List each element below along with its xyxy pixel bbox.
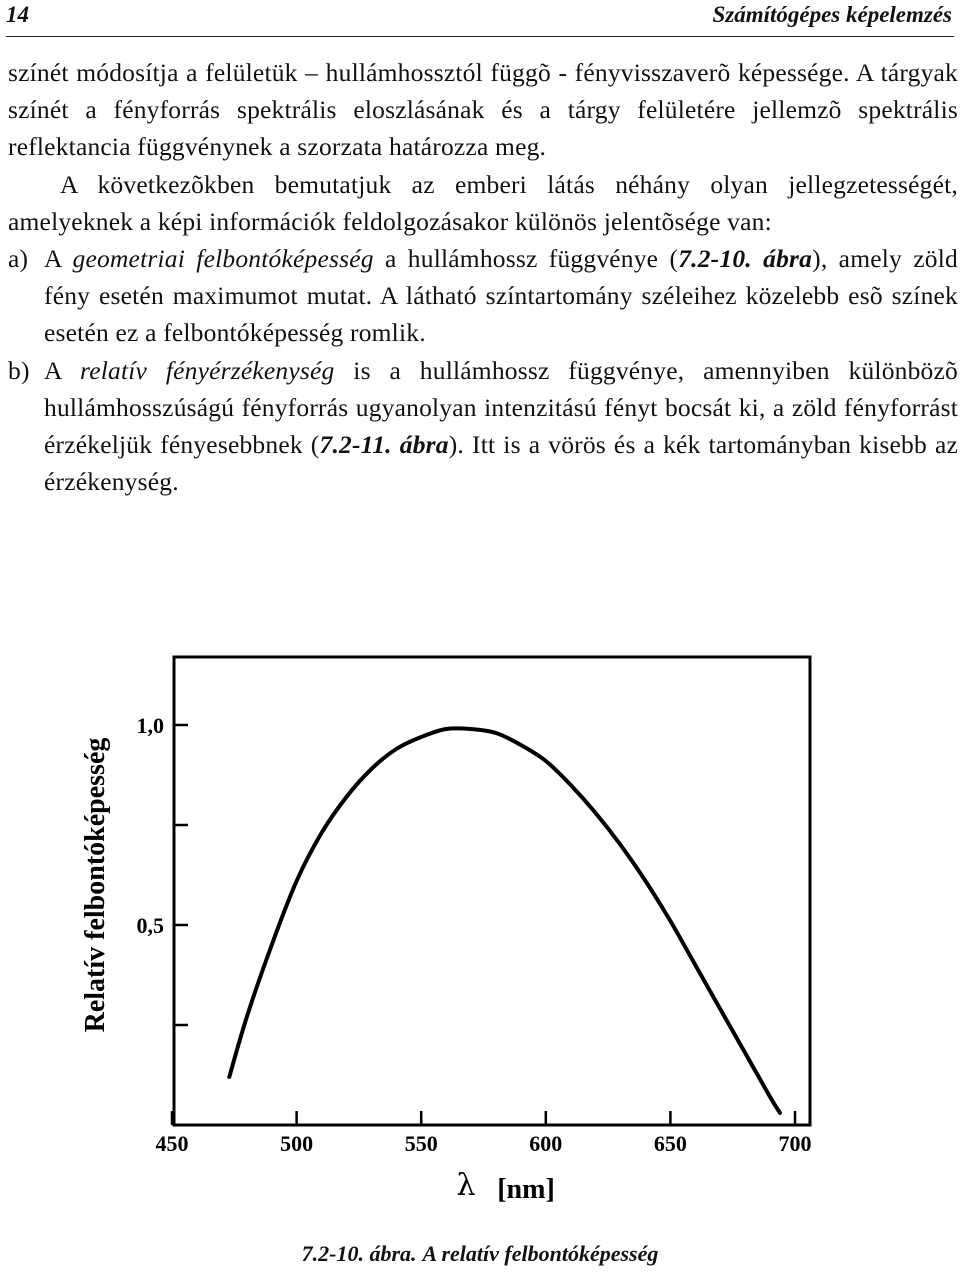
paragraph-2: A következõkben bemutatjuk az emberi látás néhány olyan jellegzetességét, amelyeknek a képi információk feldolgozásakor különös jelentõsége van: (8, 169, 958, 236)
y-tick-label: 0,5 (136, 913, 164, 938)
body-text (8, 54, 958, 500)
item-b-term: relatív fényérzékenység (80, 355, 335, 385)
x-axis-ticks (156, 1111, 812, 1156)
item-b-figure-ref: 7.2-11. ábra (319, 430, 449, 460)
list-item-b (8, 352, 958, 501)
running-title: Számítógépes képelemzés (712, 2, 952, 27)
item-b-text-1: A (44, 355, 81, 385)
x-tick-label: 700 (778, 1131, 812, 1156)
y-axis-label: Relatív felbontóképesség (80, 737, 111, 1033)
figure-caption (0, 1241, 960, 1267)
item-b-text-2: is a hullámhossz függvénye, amennyiben különbözõ hullámhosszúságú fényforrás ugyanolyan intenzitású fényt bocsát ki, a zöld fényforrást érzékeljük fényesebbnek ( (44, 355, 958, 460)
item-a-text-1: A (44, 244, 73, 274)
x-tick-label: 450 (155, 1131, 189, 1156)
x-tick-label: 600 (529, 1131, 563, 1156)
y-tick-label: 1,0 (136, 713, 164, 738)
resolution-chart (0, 640, 960, 1240)
chart-frame (174, 657, 810, 1125)
list-marker-b: b) (8, 355, 30, 385)
paragraph-1: színét módosítja a felületük – hullámhossztól függõ - fényvisszaverõ képessége. A tárgyak színét a fényforrás spektrális eloszlásának és a tárgy felületére jellemzõ spektrális reflektancia függvénynek a szorzata határozza meg. (8, 58, 958, 162)
page-header (6, 0, 954, 37)
x-axis-label-symbol: λ (456, 1168, 476, 1203)
page-number: 14 (6, 2, 29, 27)
x-axis-label-unit: [nm] (497, 1174, 555, 1205)
item-a-term: geometriai felbontóképesség (72, 244, 374, 274)
y-axis-ticks (137, 713, 189, 1025)
x-tick-label: 550 (404, 1131, 438, 1156)
item-b-text-3: ). Itt is a vörös és a kék tartományban kisebb az érzékenység. (44, 430, 958, 497)
caption-title: A relatív felbontóképesség (422, 1241, 659, 1266)
x-tick-label: 500 (280, 1131, 314, 1156)
x-tick-label: 650 (653, 1131, 687, 1156)
figure (0, 640, 960, 1240)
item-a-text-2: a hullámhossz függvénye ( (373, 244, 679, 274)
list-item-a (8, 240, 958, 352)
item-a-text-3: ), amely zöld fény esetén maximumot mutat. A látható színtartomány széleihez közelebb esõ színek esetén ez a felbontóképesség romlik. (44, 244, 958, 348)
item-a-figure-ref: 7.2-10. ábra (678, 244, 813, 274)
data-line-resolution-curve (229, 728, 780, 1113)
list-marker-a: a) (8, 244, 29, 274)
caption-number: 7.2-10. ábra. (301, 1241, 417, 1266)
